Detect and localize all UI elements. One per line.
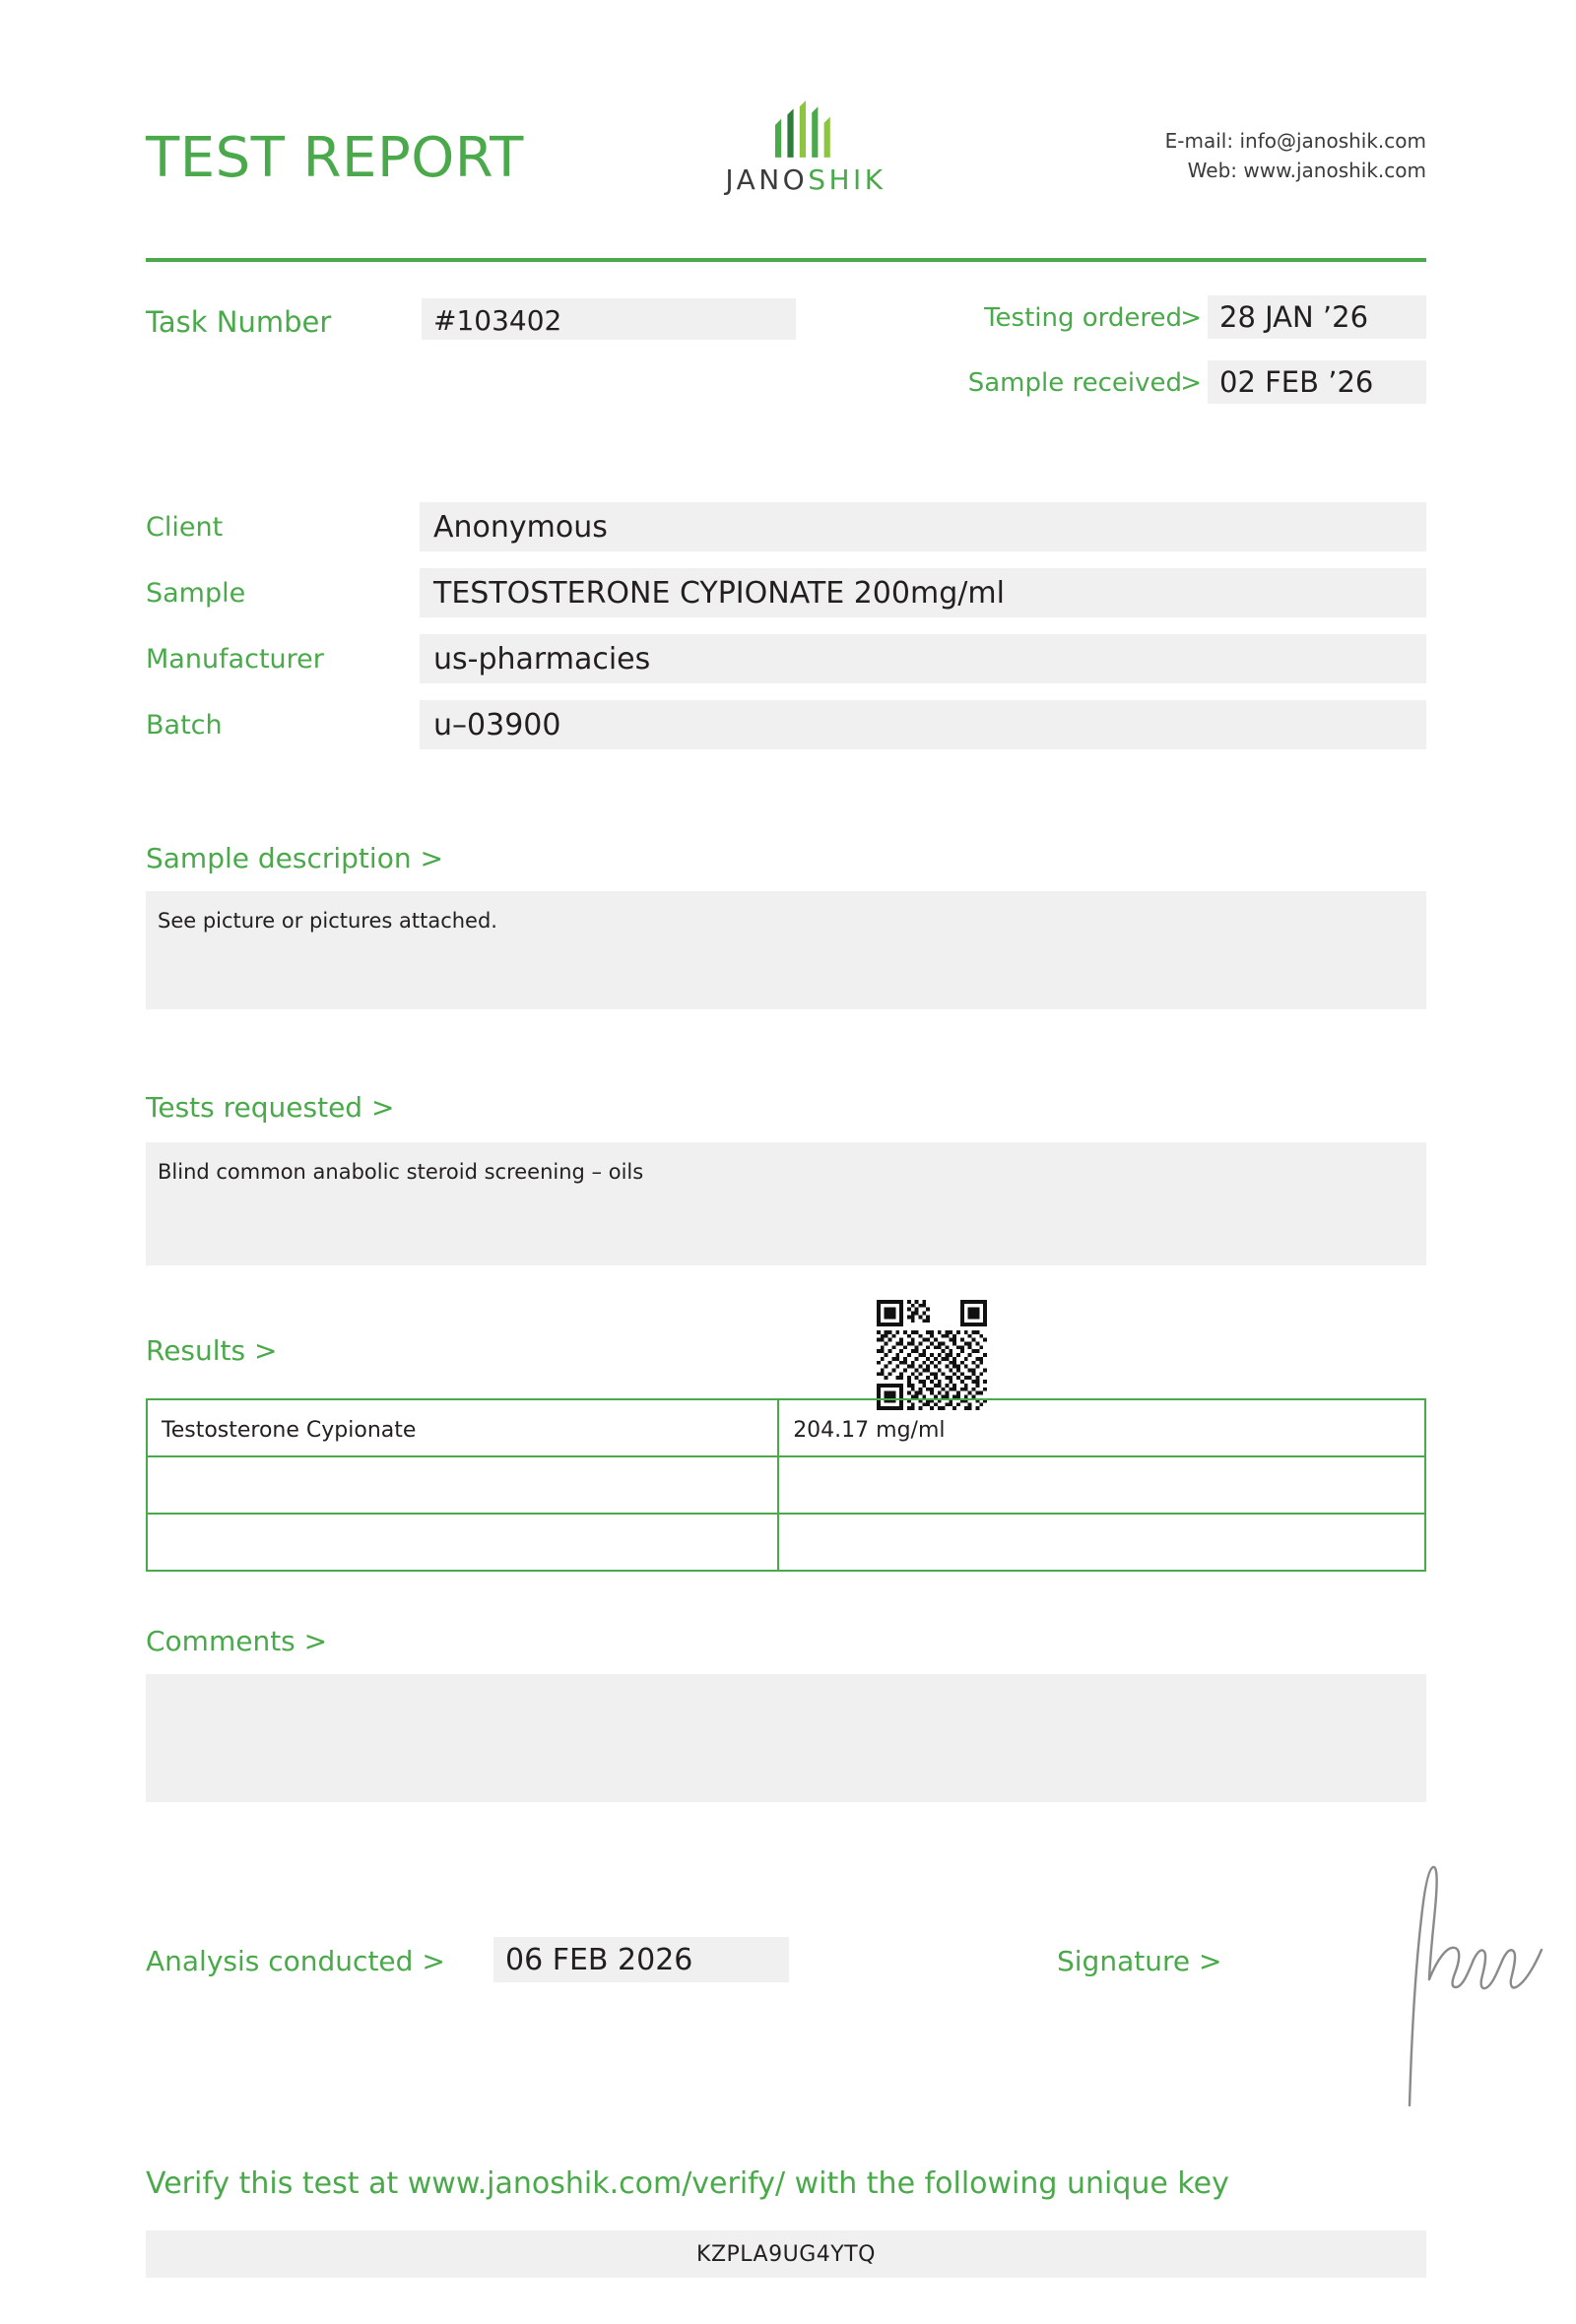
brand-wordmark-dark: JANO: [725, 163, 809, 196]
client-value: Anonymous: [420, 502, 1426, 551]
header-divider: [146, 258, 1426, 262]
result-amount: [778, 1514, 1425, 1571]
dates-block: [875, 295, 1426, 425]
date-row-testing-ordered: [875, 295, 1426, 342]
batch-value: u–03900: [420, 700, 1426, 749]
comments-body: [146, 1674, 1426, 1802]
sample-description-title: Sample description >: [146, 842, 443, 874]
task-number-label: Task Number: [146, 305, 332, 339]
tests-requested-title: Tests requested >: [146, 1091, 395, 1124]
contact-block: [1165, 126, 1426, 185]
manufacturer-label: Manufacturer: [146, 644, 324, 675]
report-header: [146, 108, 1426, 246]
info-row-batch: [146, 700, 1426, 766]
comments-title: Comments >: [146, 1625, 328, 1657]
contact-web: Web: www.janoshik.com: [1187, 159, 1426, 182]
qr-code-icon: [877, 1300, 987, 1410]
sample-received-caret: >: [1180, 368, 1202, 398]
table-row: [147, 1514, 1425, 1571]
sample-value: TESTOSTERONE CYPIONATE 200mg/ml: [420, 568, 1426, 617]
results-title: Results >: [146, 1334, 278, 1367]
task-number-value: #103402: [422, 298, 796, 340]
testing-ordered-label: Testing ordered: [984, 303, 1182, 333]
sample-label: Sample: [146, 578, 246, 609]
info-row-client: [146, 502, 1426, 568]
info-row-manufacturer: [146, 634, 1426, 700]
manufacturer-value: us-pharmacies: [420, 634, 1426, 683]
page-title: TEST REPORT: [146, 126, 524, 190]
result-analyte: [147, 1456, 778, 1514]
result-amount: 204.17 mg/ml: [778, 1399, 1425, 1456]
signature-label: Signature >: [1057, 1945, 1222, 1977]
analysis-conducted-label: Analysis conducted >: [146, 1945, 445, 1977]
result-amount: [778, 1456, 1425, 1514]
task-row: [146, 295, 1426, 404]
verify-text: Verify this test at www.janoshik.com/verify/ with the following unique key: [146, 2166, 1229, 2201]
sample-description-body: See picture or pictures attached.: [146, 891, 1426, 1009]
brand-logo: [692, 98, 919, 196]
result-analyte: Testosterone Cypionate: [147, 1399, 778, 1456]
sample-received-value: 02 FEB ’26: [1208, 360, 1426, 404]
date-row-sample-received: [875, 360, 1426, 407]
brand-wordmark-green: SHIK: [808, 163, 886, 196]
tests-requested-body: Blind common anabolic steroid screening – oils: [146, 1142, 1426, 1265]
table-row: [147, 1399, 1425, 1456]
batch-label: Batch: [146, 710, 223, 741]
results-table: [146, 1398, 1426, 1572]
info-row-sample: [146, 568, 1426, 634]
unique-key-value: KZPLA9UG4YTQ: [146, 2230, 1426, 2278]
brand-wordmark: [692, 163, 919, 196]
sample-info-table: [146, 502, 1426, 766]
testing-ordered-value: 28 JAN ’26: [1208, 295, 1426, 339]
sample-received-label: Sample received: [967, 368, 1182, 398]
client-label: Client: [146, 512, 224, 543]
janoshik-mountain-logo-icon: [692, 98, 919, 160]
signature-icon: [1382, 1861, 1576, 2107]
table-row: [147, 1456, 1425, 1514]
contact-email: E-mail: info@janoshik.com: [1164, 129, 1426, 153]
analysis-conducted-date: 06 FEB 2026: [493, 1937, 789, 1982]
result-analyte: [147, 1514, 778, 1571]
testing-ordered-caret: >: [1180, 303, 1202, 333]
